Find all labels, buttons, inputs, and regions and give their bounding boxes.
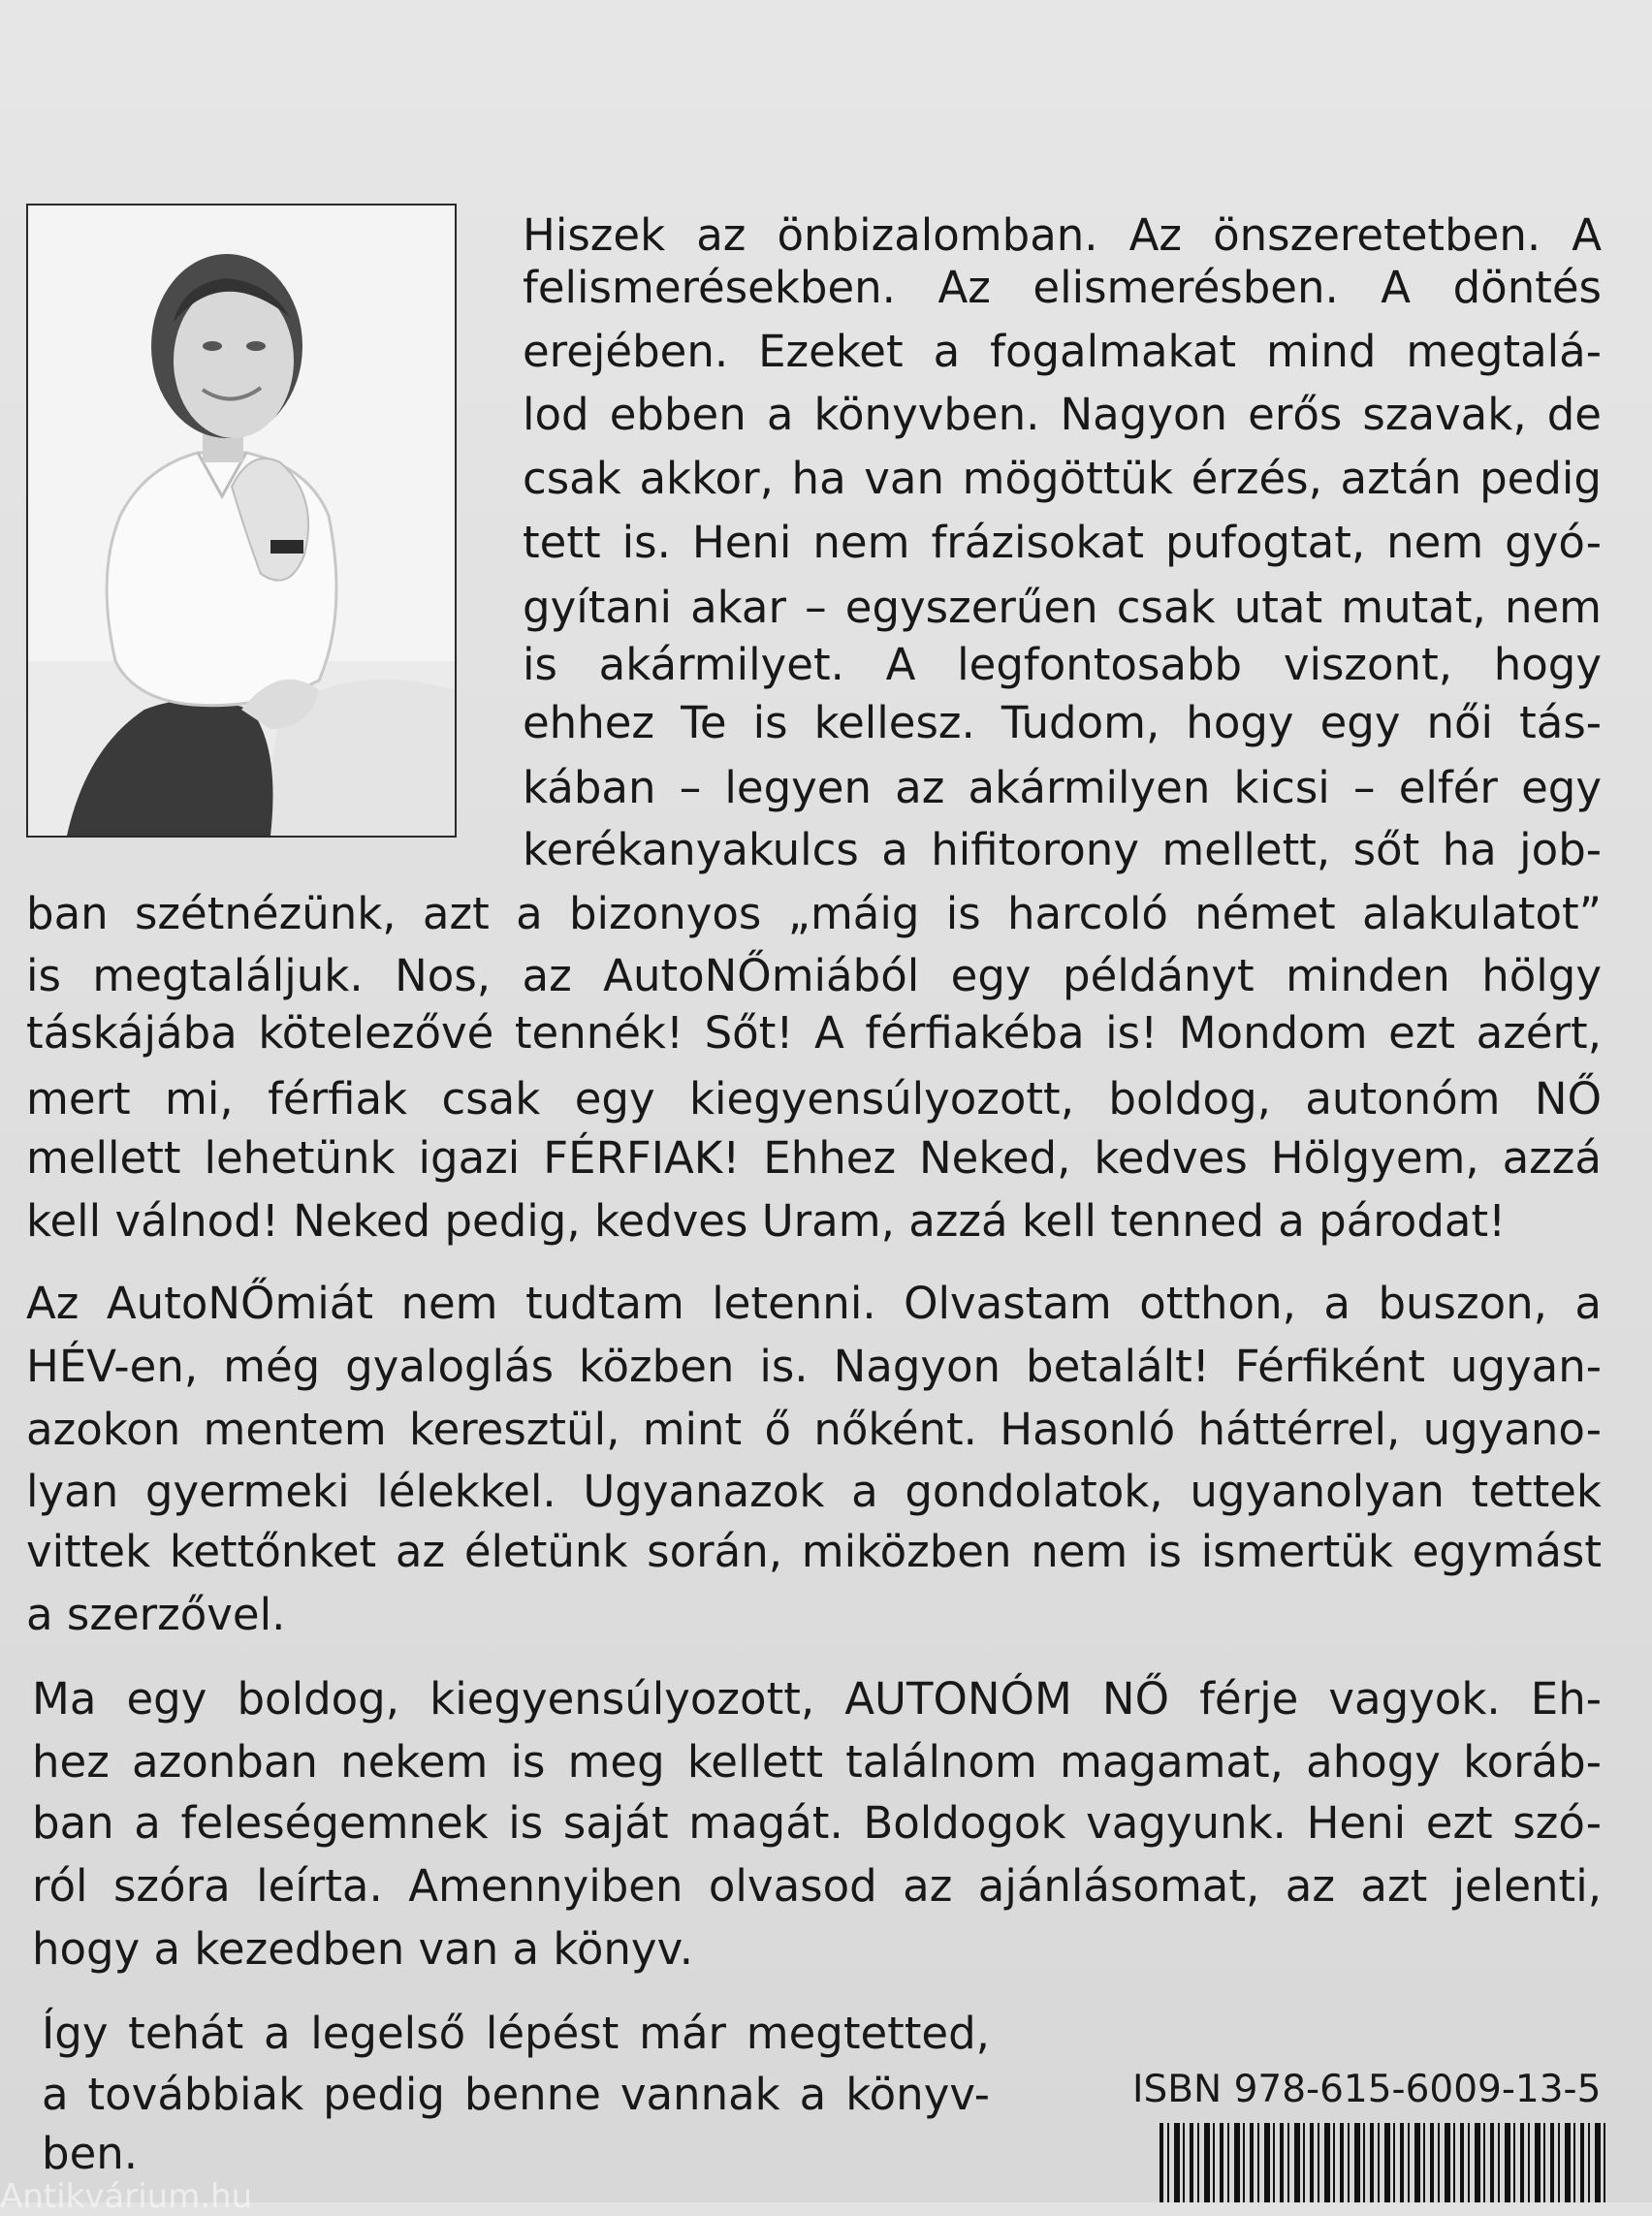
blurb-line: is megtaláljuk. Nos, az AutoNŐmiából egy példányt minden hölgy <box>26 950 1602 1001</box>
blurb-line: tett is. Heni nem frázisokat pufogtat, nem gyó- <box>523 517 1602 568</box>
author-portrait-illustration <box>28 206 455 836</box>
blurb-line: Hiszek az önbizalomban. Az önszeretetben. A <box>523 209 1602 261</box>
blurb-line: hez azonban nekem is meg kellett találnom magamat, ahogy koráb- <box>32 1736 1602 1788</box>
blurb-line: csak akkor, ha van mögöttük érzés, aztán pedig <box>523 453 1602 504</box>
blurb-line: ról szóra leírta. Amennyiben olvasod az ajánlásomat, az azt jelenti, <box>32 1860 1602 1912</box>
blurb-line: ehhez Te is kellesz. Tudom, hogy egy női tás- <box>523 697 1602 748</box>
blurb-line: táskájába kötelezővé tennék! Sőt! A férfiakéba is! Mondom ezt azért, <box>26 1007 1602 1059</box>
watermark: Antikvárium.hu <box>0 2177 253 2216</box>
blurb-line: mert mi, férfiak csak egy kiegyensúlyozott, boldog, autonóm NŐ <box>26 1073 1602 1124</box>
blurb-line: Ma egy boldog, kiegyensúlyozott, AUTONÓM NŐ férje vagyok. Eh- <box>32 1673 1602 1725</box>
blurb-line: vittek kettőnket az életünk során, miközben nem is ismertük egymást <box>26 1526 1602 1577</box>
blurb-line: mellett lehetünk igazi FÉRFIAK! Ehhez Neked, kedves Hölgyem, azzá <box>26 1132 1602 1184</box>
blurb-line: kell válnod! Neked pedig, kedves Uram, azzá kell tenned a párodat! <box>26 1195 1507 1247</box>
blurb-line: lod ebben a könyvben. Nagyon erős szavak, de <box>523 389 1602 440</box>
blurb-line: a továbbiak pedig benne vannak a könyv- <box>42 2069 990 2120</box>
blurb-line: ben. <box>42 2128 139 2179</box>
blurb-line: kerékanyakulcs a hifitorony mellett, sőt ha job- <box>523 824 1602 875</box>
blurb-line: erejében. Ezeket a fogalmakat mind megtalá- <box>523 326 1602 377</box>
blurb-line: ban szétnézünk, azt a bizonyos „máig is harcoló német alakulatot” <box>26 888 1602 939</box>
blurb-line: azokon mentem keresztül, mint ő nőként. Hasonló háttérrel, ugyano- <box>26 1404 1602 1455</box>
blurb-line: ban a feleségemnek is saját magát. Boldogok vagyunk. Heni ezt szó- <box>32 1797 1602 1849</box>
blurb-line: Az AutoNŐmiát nem tudtam letenni. Olvastam otthon, a buszon, a <box>26 1278 1602 1329</box>
blurb-line: HÉV-en, még gyaloglás közben is. Nagyon betalált! Férfiként ugyan- <box>26 1341 1602 1392</box>
blurb-line: is akármilyet. A legfontosabb viszont, hogy <box>523 639 1602 690</box>
blurb-line: kában – legyen az akármilyen kicsi – elfér egy <box>523 762 1602 813</box>
blurb-line: gyítani akar – egyszerűen csak utat mutat, nem <box>523 582 1602 633</box>
blurb-line: Így tehát a legelső lépést már megtetted, <box>42 2008 990 2059</box>
blurb-line: hogy a kezedben van a könyv. <box>32 1923 694 1975</box>
barcode <box>1160 2123 1605 2202</box>
author-photo <box>26 204 457 838</box>
blurb-line: lyan gyermeki lélekkel. Ugyanazok a gondolatok, ugyanolyan tettek <box>26 1466 1602 1517</box>
blurb-line: a szerzővel. <box>26 1589 286 1640</box>
isbn-label: ISBN 978-615-6009-13-5 <box>1132 2068 1602 2111</box>
blurb-line: felismerésekben. Az elismerésben. A döntés <box>523 262 1602 313</box>
